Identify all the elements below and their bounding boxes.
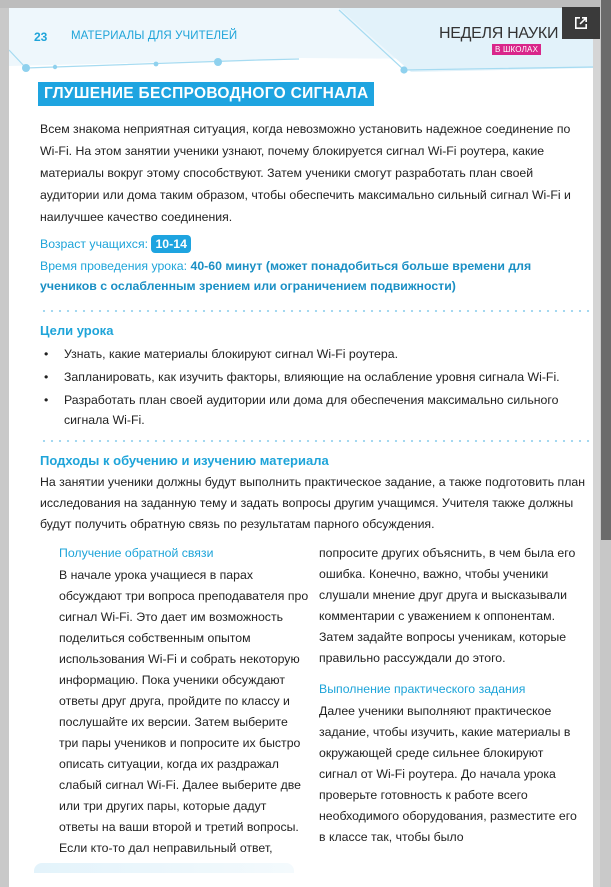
goal-item xyxy=(40,367,590,387)
goal-item xyxy=(40,390,590,430)
right-column xyxy=(319,543,581,859)
duration-value: 40-60 минут (может понадобиться больше времени для учеников с ослабленным зрением или ограничением подвижности) xyxy=(40,259,532,293)
brand-subtitle-badge: В ШКОЛАХ xyxy=(492,44,541,55)
document-page xyxy=(9,8,593,887)
bullet-icon: • xyxy=(44,347,49,361)
page-content xyxy=(9,74,593,859)
brand-title: НЕДЕЛЯ НАУКИ xyxy=(439,25,559,42)
goal-text: Запланировать, как изучить факторы, влияющие на ослабление уровня сигнала Wi-Fi. xyxy=(64,370,560,384)
age-badge: 10-14 xyxy=(151,235,190,253)
goal-text: Разработать план своей аудитории или дома для обеспечения максимально сильного сигнала Wi-Fi. xyxy=(64,393,559,427)
popout-button[interactable] xyxy=(562,7,600,39)
goals-heading: Цели урока xyxy=(40,323,114,338)
feedback-text-right: попросите других объяснить, в чем была его ошибка. Конечно, важно, чтобы ученики слушали мнение друг друга и высказывали комментарии с уважением к оппонентам. Затем задайте вопросы ученикам, которые правильно рассуждали до этого. xyxy=(319,546,576,665)
bottom-decoration xyxy=(34,863,294,873)
age-label: Возраст учащихся: xyxy=(40,237,149,251)
feedback-text-left: В начале урока учащиеся в парах обсуждают три вопроса преподавателя про сигнал Wi-Fi. Это дает им возможность поделиться собственным опытом использования Wi-Fi и собрать некоторую информацию. Пока ученики обсуждают ответы друг друга, пройдите по классу и послушайте их версии. Затем выберите три пары учеников и попросите их быстро описать ситуации, когда их раздражал слабый сигнал Wi-Fi. Далее выберите две или три других пары, которые дадут ответы на ваши второй и третий вопросы. Если кто-то дал неправильный ответ, xyxy=(59,568,309,855)
page-header xyxy=(9,8,593,74)
goals-list xyxy=(40,344,590,430)
section-title: МАТЕРИАЛЫ ДЛЯ УЧИТЕЛЕЙ xyxy=(71,30,238,42)
approaches-heading: Подходы к обучению и изучению материала xyxy=(40,453,329,468)
approaches-paragraph: На занятии ученики должны будут выполнить практическое задание, а также подготовить план исследования на заданную тему и задать вопросы другим учащимся. Учителя также должны будут получить обратную связь по результатам парного обсуждения. xyxy=(40,475,586,531)
duration-label: Время проведения урока: xyxy=(40,259,188,273)
header-dot xyxy=(400,66,407,73)
two-column-section xyxy=(38,543,581,859)
header-dot xyxy=(214,58,222,66)
practice-heading: Выполнение практического задания xyxy=(319,682,526,696)
header-dot xyxy=(22,64,30,72)
header-dot xyxy=(154,62,159,67)
viewer-gutter xyxy=(593,8,600,887)
dotted-divider xyxy=(40,310,590,312)
bullet-icon: • xyxy=(44,393,49,407)
viewer-top-bar xyxy=(0,0,611,8)
document-viewer xyxy=(0,8,611,887)
lesson-title: ГЛУШЕНИЕ БЕСПРОВОДНОГО СИГНАЛА xyxy=(38,82,374,106)
practice-text: Далее ученики выполняют практическое задание, чтобы изучить, какие материалы в окружающей среде сильнее блокируют сигнал от Wi-Fi роутера. До начала урока проверьте готовность к работе всего необходимого оборудования, разместите его в классе так, чтобы было xyxy=(319,704,577,844)
goal-text: Узнать, какие материалы блокируют сигнал Wi-Fi роутера. xyxy=(64,347,398,361)
header-dot xyxy=(53,65,57,69)
age-row xyxy=(40,234,581,254)
goal-item xyxy=(40,344,590,364)
dotted-divider xyxy=(40,440,590,442)
page-number: 23 xyxy=(34,30,48,44)
left-column xyxy=(59,543,309,859)
bullet-icon: • xyxy=(44,370,49,384)
scrollbar-thumb[interactable] xyxy=(601,0,611,540)
open-in-new-icon xyxy=(573,15,589,31)
feedback-heading: Получение обратной связи xyxy=(59,546,214,560)
intro-paragraph: Всем знакома неприятная ситуация, когда невозможно установить надежное соединение по Wi-Fi. На этом занятии ученики узнают, почему блокируется сигнал Wi-Fi роутера, какие материалы вокруг этому способствуют. Затем ученики смогут разработать план своей аудитории или дома таким образом, чтобы обеспечить максимально сильный сигнал Wi-Fi и наилучшее качество соединения. xyxy=(40,122,571,224)
duration-row xyxy=(40,256,580,296)
